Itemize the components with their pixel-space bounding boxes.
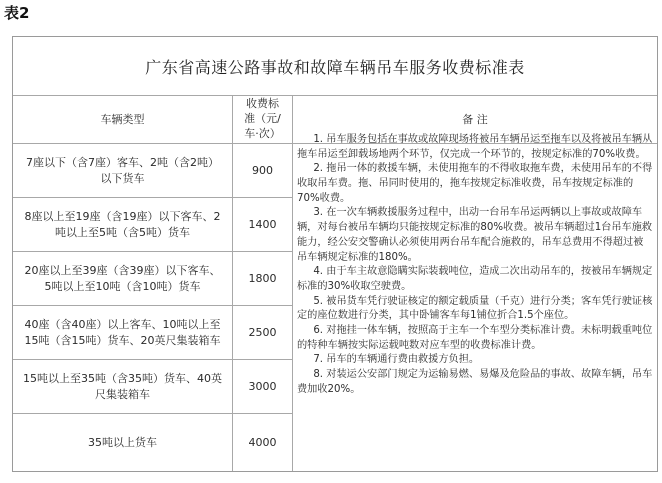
row-vehicle-type: 15吨以上至35吨（含35吨）货车、40英尺集装箱车 — [23, 371, 222, 401]
remarks-block — [297, 133, 653, 397]
header-fee: 收费标准（元/车·次） — [244, 97, 281, 140]
remark-item: 6. 对拖挂一体车辆，按照高于主车一个车型分类标准计费。未标明载重吨位的特种车辆按实际运载吨数对应车型的收费标准计费。 — [297, 324, 653, 351]
remark-item: 8. 对装运公安部门规定为运输易燃、易爆及危险品的事故、故障车辆，吊车费加收20%。 — [297, 369, 653, 395]
remark-item: 3. 在一次车辆救援服务过程中，出动一台吊车吊运两辆以上事故或故障车辆，对每台被吊车辆均只能按规定标准的80%收费。被吊车辆超过1台吊车施救能力，经公安交警确认必须使用两台吊车配合施救的，吊车总费用不得超过被吊车辆规定标准的180%。 — [297, 207, 653, 263]
remark-item: 1. 吊车服务包括在事故或故障现场将被吊车辆吊运至拖车以及将被吊车辆从拖车吊运至卸载场地两个环节，仅完成一个环节的，按规定标准的70%收费。 — [297, 134, 653, 160]
header-remarks: 备 注 — [462, 112, 488, 126]
remark-item: 7. 吊车的车辆通行费由救援方负担。 — [313, 354, 480, 366]
remark-item: 2. 拖吊一体的救援车辆，未使用拖车的不得收取拖车费，未使用吊车的不得收取吊车费。拖、吊同时使用的，拖车按规定标准收费，吊车按规定标准的70%收费。 — [297, 163, 653, 204]
row-vehicle-type: 35吨以上货车 — [88, 435, 157, 449]
row-vehicle-type: 20座以上至39座（含39座）以下客车、5吨以上至10吨（含10吨）货车 — [24, 263, 221, 293]
fee-table — [12, 36, 658, 472]
remark-item: 5. 被吊货车凭行驶证核定的额定载质量（千克）进行分类；客车凭行驶证核定的座位数进行分类，其中卧铺客车每1铺位折合1.5个座位。 — [297, 295, 653, 322]
row-fee: 1400 — [248, 217, 277, 231]
row-fee: 4000 — [248, 435, 277, 449]
row-vehicle-type: 8座以上至19座（含19座）以下客车、2吨以上至5吨（含5吨）货车 — [24, 209, 221, 239]
col-divider-2 — [292, 95, 293, 471]
row-vehicle-type: 7座以下（含7座）客车、2吨（含2吨）以下货车 — [26, 155, 219, 185]
row-fee: 900 — [252, 163, 273, 177]
row-fee: 2500 — [248, 325, 277, 339]
row-fee: 1800 — [248, 271, 277, 285]
header-vehicle-type: 车辆类型 — [100, 112, 145, 126]
table-label: 表2 — [4, 4, 30, 22]
remark-item: 4. 由于车主故意隐瞒实际装载吨位，造成二次出动吊车的，按被吊车辆规定标准的30%收取空驶费。 — [297, 266, 653, 292]
row-vehicle-type: 40座（含40座）以上客车、10吨以上至15吨（含15吨）货车、20英尺集装箱车 — [24, 317, 221, 347]
table-title: 广东省高速公路事故和故障车辆吊车服务收费标准表 — [145, 57, 525, 77]
row-fee: 3000 — [248, 379, 277, 393]
